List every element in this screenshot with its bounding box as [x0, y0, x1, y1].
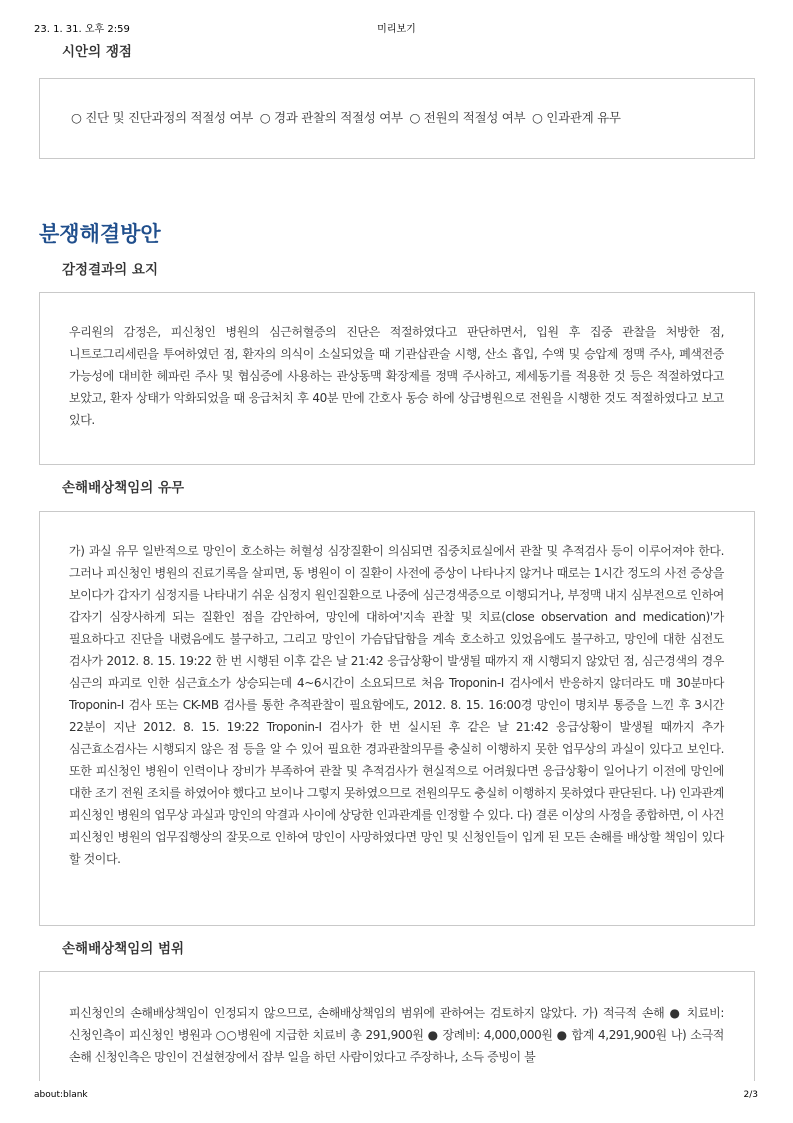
summary-heading: 감정결과의 요지: [62, 262, 158, 278]
section-title: 분쟁해결방안: [39, 222, 161, 246]
summary-box: [39, 292, 755, 465]
print-title: 미리보기: [377, 24, 416, 35]
liability-text: 가) 과실 유무 일반적으로 망인이 호소하는 허혈성 심장질환이 의심되면 집중치료실에서 관찰 및 추적검사 등이 이루어져야 한다. 그러나 피신청인 병원의 진료기록을 살피면, 동 병원이 이 질환이 사전에 증상이 나타나지 않거나 때로는 1시간 정도의 사전 증상을 보이다가 갑자기 심정지를 나타내기 쉬운 심정지 원인질환으로 나중에 심근경색증으로 이행되거나, 부정맥 내지 심부전으로 인하여 갑자기 심장사하게 되는 질환인 점을 감안하여, 망인에 대하여'지속 관찰 및 치료(close observation and medication)'가 필요하다고 진단을 내렸음에도 불구하고, 그리고 망인이 가슴답답함을 계속 호소하고 있었음에도 불구하고, 망인에 대한 심전도 검사가 2012. 8. 15. 19:22 한 번 시행된 이후 같은 날 21:42 응급상황이 발생될 때까지 재 시행되지 않았던 점, 심근경색의 경우 심근의 파괴로 인한 심근효소가 상승되는데 4~6시간이 소요되므로 처음 Troponin-I 검사에서 반응하지 않더라도 매 30분마다 Troponin-I 검사 또는 CK-MB 검사를 통한 추적관찰이 필요함에도, 2012. 8. 15. 16:00경 망인이 명치부 통증을 느낀 후 3시간 22분이 지난 2012. 8. 15. 19:22 Troponin-I 검사가 한 번 실시된 후 같은 날 21:42 응급상황이 발생될 때까지 추가 심근효소검사는 시행되지 않은 점 등을 알 수 있어 필요한 경과관찰의무를 충실히 이행하지 못한 업무상의 과실이 있다고 보인다. 또한 피신청인 병원이 인력이나 장비가 부족하여 관찰 및 추적검사가 현실적으로 어려웠다면 응급상황이 일어나기 이전에 망인에 대한 조기 전원 조치를 하였어야 했다고 보이나 그렇지 못하였으므로 전원의무도 충실히 이행하지 못하였다 판단된다. 나) 인과관계 피신청인 병원의 업무상 과실과 망인의 악결과 사이에 상당한 인과관계를 인정할 수 있다. 다) 결론 이상의 사정을 종합하면, 이 사건 피신청인 병원의 업무집행상의 잘못으로 인하여 망인이 사망하였다면 망인 및 신청인들이 입게 된 모든 손해를 배상할 책임이 있다 할 것이다.: [69, 544, 724, 866]
liability-box: [39, 511, 755, 926]
issue-item: ○ 전원의 적절성 여부: [409, 110, 526, 125]
issues-list: [71, 108, 731, 126]
footer-url: about:blank: [34, 1090, 88, 1100]
liability-heading: 손해배상책임의 유무: [62, 480, 185, 496]
issue-item: ○ 진단 및 진단과정의 적절성 여부: [71, 110, 254, 125]
issue-item: ○ 인과관계 유무: [532, 110, 621, 125]
scope-text: 피신청인의 손해배상책임이 인정되지 않으므로, 손해배상책임의 범위에 관하여는 검토하지 않았다. 가) 적극적 손해 ● 치료비: 신청인측이 피신청인 병원과 ○○병원에 지급한 치료비 총 291,900원 ● 장례비: 4,000,000원 ● 합계 4,291,900원 나) 소극적 손해 신청인측은 망인이 건설현장에서 잡부 일을 하던 사람이었다고 주장하나, 소득 증빙이 불: [69, 1006, 724, 1064]
issues-heading: 시안의 쟁점: [62, 44, 132, 60]
print-datetime: 23. 1. 31. 오후 2:59: [34, 24, 130, 35]
scope-box: [39, 971, 755, 1081]
page-number: 2/3: [743, 1090, 758, 1100]
scope-heading: 손해배상책임의 범위: [62, 941, 185, 957]
summary-text: 우리원의 감정은, 피신청인 병원의 심근허혈증의 진단은 적절하였다고 판단하면서, 입원 후 집중 관찰을 처방한 점, 니트로그리세린을 투여하였던 점, 환자의 의식이 소실되었을 때 기관삽관술 시행, 산소 흡입, 수액 및 승압제 정맥 주사, 폐색전증 가능성에 대비한 헤파린 주사 및 협심증에 사용하는 관상동맥 확장제를 정맥 주사하고, 제세동기를 적용한 것 등은 적절하였다고 보았고, 환자 상태가 악화되었을 때 응급처치 후 40분 만에 간호사 동승 하에 상급병원으로 전원을 시행한 것도 적절하였다고 보고 있다.: [69, 325, 724, 427]
issues-box: [39, 78, 755, 159]
issue-item: ○ 경과 관찰의 적절성 여부: [259, 110, 403, 125]
